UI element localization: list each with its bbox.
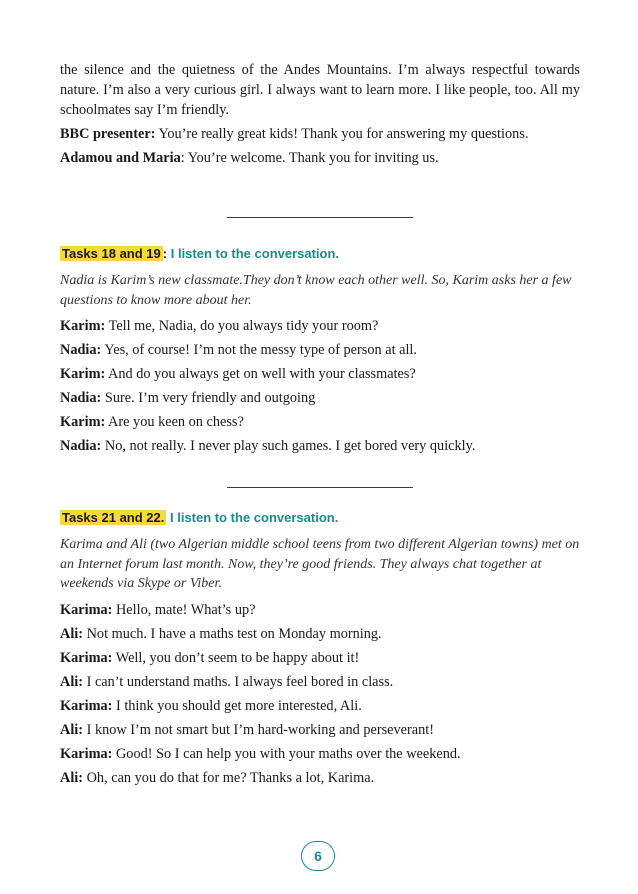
speaker-name: Adamou and Maria (60, 150, 181, 166)
dialogue-text: Good! So I can help you with your maths over the weekend. (112, 745, 461, 762)
speaker-name: Karim: (60, 318, 106, 334)
task-heading: Tasks 18 and 19 : I listen to the conversation. (62, 246, 340, 261)
dialogue-line (60, 436, 580, 456)
speaker-name: Ali: (60, 721, 84, 738)
dialogue-line (60, 388, 580, 408)
speaker-name: Nadia: (60, 438, 102, 454)
dialogue-text: Not much. I have a maths test on Monday morning. (83, 625, 382, 642)
narration: Nadia is Karim’s new classmate.They don’t know each other well. So, Karim asks her a few questions to know more about her. (60, 273, 572, 308)
dialogue-text: I think you should get more interested, Ali. (112, 697, 362, 714)
dialogue-line (60, 124, 580, 144)
page-content (60, 60, 580, 792)
dialogue-text: Sure. I’m very friendly and outgoing (101, 390, 316, 406)
speaker-name: Nadia: (60, 342, 102, 358)
task-number-tag: Tasks 18 and 19 (62, 246, 161, 261)
speaker-name: BBC presenter: (60, 126, 156, 142)
speaker-name: Karim: (60, 414, 106, 430)
speaker-name: Ali: (60, 673, 84, 690)
speaker-name: Karima: (60, 697, 113, 714)
intro-paragraph: the silence and the quietness of the Andes Mountains. I’m always respectful towards nature. I’m also a very curious girl. I always want to learn more. I like people, too. All my schoolmates say I’m friendly. (60, 62, 580, 118)
page-number: 6 (301, 841, 335, 871)
speaker-name: Karima: (60, 649, 113, 666)
dialogue-line (60, 744, 580, 764)
dialogue-text: : You’re welcome. Thank you for inviting us. (180, 150, 439, 166)
narration: Karima and Ali (two Algerian middle school teens from two different Algerian towns) met on an Internet forum last month. Now, they’re good friends. They always chat together at weekends via Skype or Viber. (60, 537, 580, 591)
dialogue-text: I know I’m not smart but I’m hard-working and perseverant! (83, 721, 434, 738)
dialogue-line (60, 672, 580, 692)
dialogue-text: Yes, of course! I’m not the messy type of person at all. (101, 342, 417, 358)
dialogue-text: Oh, can you do that for me? Thanks a lot, Karima. (83, 769, 375, 786)
dialogue-text: Hello, mate! What’s up? (112, 601, 256, 618)
speaker-name: Ali: (60, 625, 84, 642)
dialogue-line (60, 768, 580, 788)
dialogue-text: Are you keen on chess? (105, 414, 244, 430)
dialogue-text: No, not really. I never play such games. I get bored very quickly. (101, 438, 476, 454)
speaker-name: Karim: (60, 366, 106, 382)
dialogue-line (60, 696, 580, 716)
speaker-name: Ali: (60, 769, 84, 786)
task-section-18-19 (60, 245, 580, 456)
dialogue-line (60, 624, 580, 644)
task-instruction: I listen to the conversation. (170, 510, 339, 525)
dialogue-text: I can’t understand maths. I always feel bored in class. (83, 673, 394, 690)
dialogue-text: You’re really great kids! Thank you for answering my questions. (155, 126, 529, 142)
dialogue-line (60, 600, 580, 620)
speaker-name: Karima: (60, 745, 113, 762)
speaker-name: Nadia: (60, 390, 102, 406)
task-section-21-22 (60, 509, 580, 788)
dialogue-line (60, 412, 580, 432)
task-number-tag: Tasks 21 and 22. (62, 510, 165, 525)
task-heading (60, 509, 580, 527)
dialogue-line (60, 364, 580, 384)
dialogue-line (60, 316, 580, 336)
dialogue-line (60, 720, 580, 740)
dialogue-text: Well, you don’t seem to be happy about it! (112, 649, 360, 666)
dialogue-line (60, 340, 580, 360)
dialogue-text: And do you always get on well with your classmates? (105, 366, 416, 382)
dialogue-line (60, 148, 580, 168)
task-instruction: I listen to the conversation. (170, 246, 340, 261)
dialogue-line (60, 648, 580, 668)
speaker-name: Karima: (60, 601, 113, 618)
dialogue-text: Tell me, Nadia, do you always tidy your room? (105, 318, 379, 334)
intro-section (60, 60, 580, 168)
